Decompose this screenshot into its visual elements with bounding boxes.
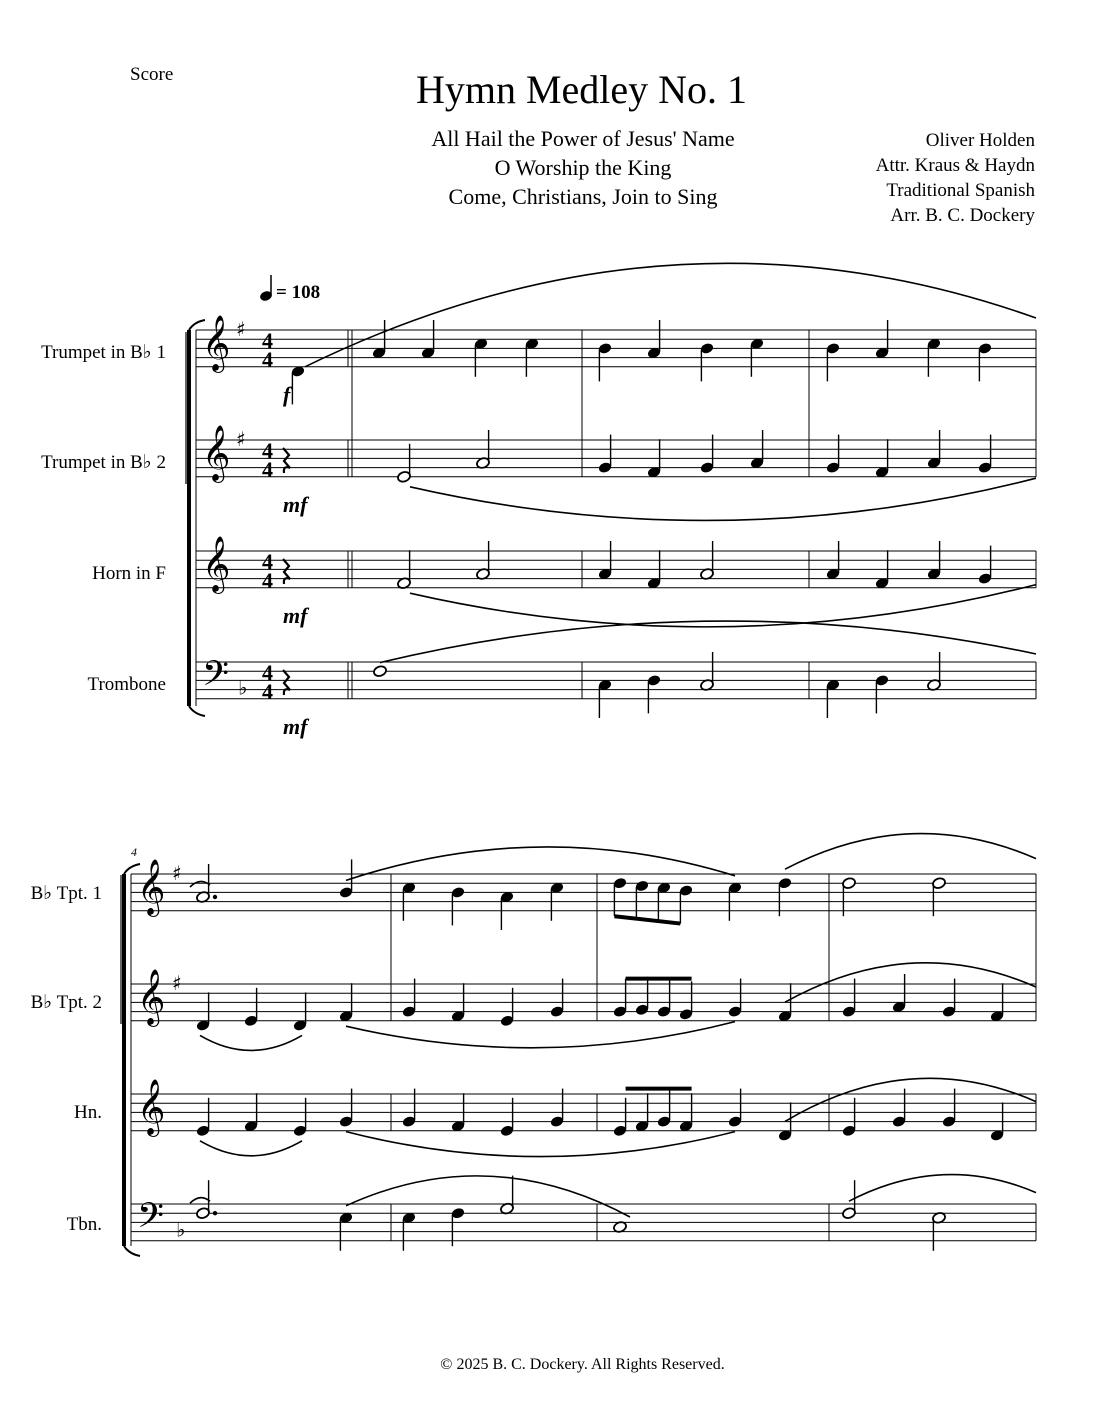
slur	[305, 263, 1036, 367]
slur	[190, 881, 210, 887]
quarter-rest-icon	[283, 448, 290, 473]
tempo-marking	[259, 275, 320, 303]
composer-line: Arr. B. C. Dockery	[890, 205, 1035, 226]
sharp-icon: ♯	[236, 317, 246, 341]
slur	[785, 1078, 1036, 1121]
beam	[614, 916, 680, 923]
time-signature-denominator: 4	[262, 347, 273, 372]
treble-clef-icon: 𝄞	[202, 315, 231, 371]
time-signature-numerator: 4	[262, 328, 273, 353]
slur	[200, 1141, 302, 1156]
slur	[346, 847, 735, 880]
instrument-name: Trumpet in B♭ 1	[41, 342, 166, 363]
subtitle-line: Come, Christians, Join to Sing	[448, 184, 718, 209]
measure-number: 4	[131, 845, 137, 859]
slur	[200, 1035, 302, 1050]
flat-icon: ♭	[238, 675, 248, 700]
sharp-icon: ♯	[172, 861, 182, 885]
time-signature-denominator: 4	[262, 457, 273, 482]
subtitle-line: All Hail the Power of Jesus' Name	[431, 126, 735, 151]
bass-clef-icon: 𝄢	[202, 653, 230, 702]
treble-clef-icon: 𝄞	[137, 859, 166, 915]
time-signature-denominator: 4	[262, 568, 273, 593]
time-signature-numerator: 4	[262, 549, 273, 574]
quarter-rest-icon	[283, 670, 290, 695]
slur	[849, 1175, 1036, 1202]
sharp-icon: ♯	[236, 427, 246, 451]
composer-line: Traditional Spanish	[886, 180, 1035, 201]
slur	[346, 1176, 630, 1217]
dynamic-marking: mf	[283, 492, 308, 517]
dynamic-marking: mf	[283, 603, 308, 628]
quarter-rest-icon	[283, 559, 290, 584]
slur	[346, 1132, 735, 1157]
bass-clef-icon: 𝄢	[137, 1195, 165, 1244]
slur	[346, 1022, 735, 1048]
dot	[213, 1211, 217, 1215]
treble-clef-icon: 𝄞	[202, 425, 231, 481]
instrument-name: Trumpet in B♭ 2	[41, 452, 166, 473]
page-title: Hymn Medley No. 1	[415, 67, 748, 112]
slur	[785, 834, 1036, 870]
slur	[785, 963, 1036, 1002]
dynamic-marking: f	[283, 382, 291, 407]
instrument-short-name: B♭ Tpt. 2	[30, 992, 102, 1013]
time-signature-denominator: 4	[262, 679, 273, 704]
instrument-name: Trombone	[87, 674, 166, 695]
instrument-name: Horn in F	[92, 563, 166, 584]
slur	[190, 1198, 210, 1204]
sharp-icon: ♯	[172, 971, 182, 995]
time-signature-numerator: 4	[262, 438, 273, 463]
treble-clef-icon: 𝄞	[202, 536, 231, 592]
instrument-short-name: B♭ Tpt. 1	[30, 883, 102, 904]
subtitle-line: O Worship the King	[494, 155, 672, 180]
time-signature-numerator: 4	[262, 660, 273, 685]
flat-icon: ♭	[176, 1217, 186, 1242]
slur	[410, 478, 1036, 520]
dynamic-marking: mf	[283, 714, 308, 739]
dot	[213, 895, 217, 899]
treble-clef-icon: 𝄞	[137, 969, 166, 1025]
score-label: Score	[130, 64, 174, 85]
composer-line: Attr. Kraus & Haydn	[875, 155, 1035, 176]
treble-clef-icon: 𝄞	[137, 1079, 166, 1135]
composer-line: Oliver Holden	[925, 130, 1035, 151]
copyright-notice: © 2025 B. C. Dockery. All Rights Reserved.	[440, 1356, 725, 1373]
system-2	[31, 834, 1036, 1256]
instrument-short-name: Hn.	[74, 1102, 102, 1123]
instrument-short-name: Tbn.	[66, 1214, 102, 1235]
note-head	[373, 665, 388, 678]
system-1	[41, 263, 1036, 739]
tempo-text: = 108	[276, 282, 321, 303]
